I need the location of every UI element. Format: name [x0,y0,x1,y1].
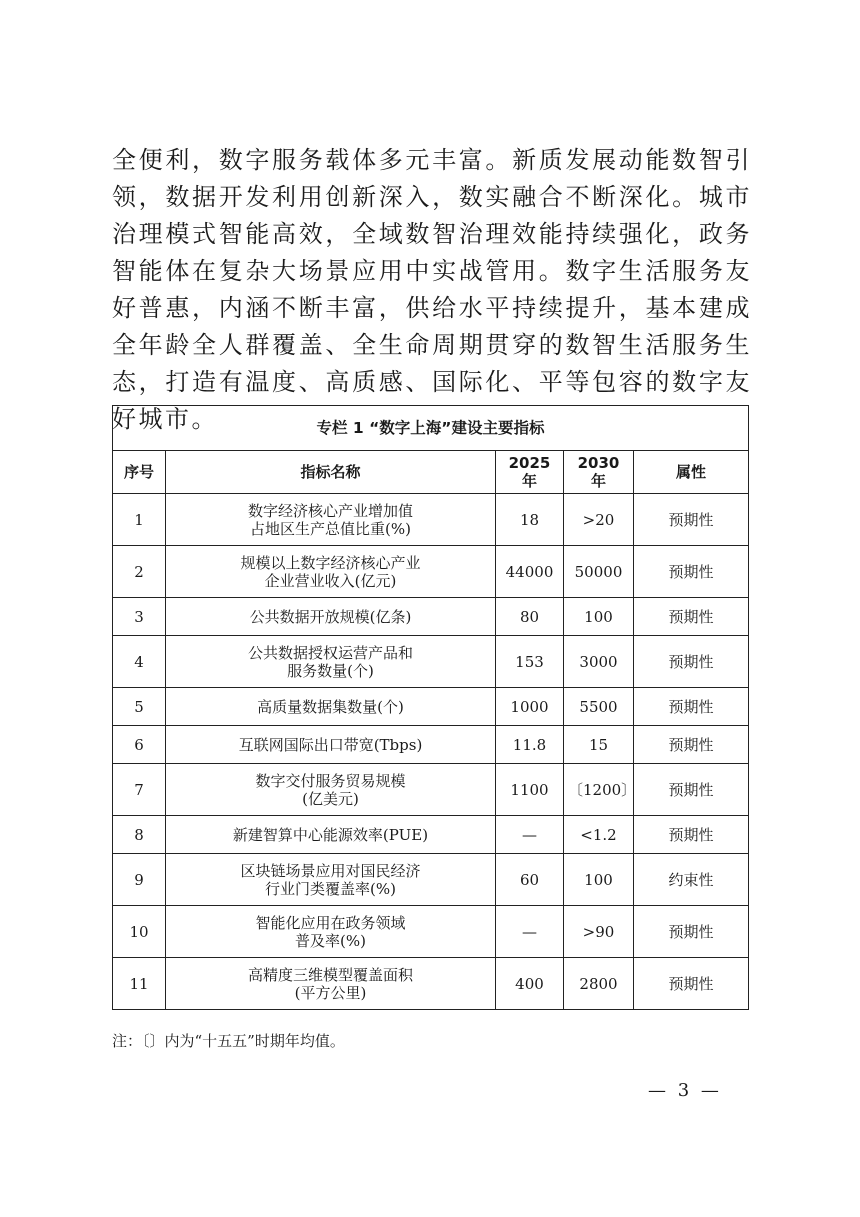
cell-name-line2: 服务数量(个) [287,661,374,680]
cell-name-line1: 规模以上数字经济核心产业 [240,553,421,572]
col-header-name: 指标名称 [166,451,496,494]
cell-attr: 预期性 [634,958,749,1010]
col-header-2025: 2025 年 [496,451,564,494]
cell-attr: 预期性 [634,636,749,688]
cell-name-line2: 行业门类覆盖率(%) [265,879,396,898]
cell-no: 4 [113,636,166,688]
cell-2025: 153 [496,636,564,688]
table-row [113,958,749,1010]
table-row [113,636,749,688]
cell-name [166,688,496,726]
table-row [113,598,749,636]
cell-name [166,764,496,816]
table-row [113,764,749,816]
cell-name-line1: 公共数据授权运营产品和 [247,643,413,662]
table-row [113,494,749,546]
cell-name [166,726,496,764]
cell-no: 7 [113,764,166,816]
cell-2025: 60 [496,854,564,906]
table-footnote: 注：〔〕内为“十五五”时期年均值。 [112,1032,345,1050]
cell-attr: 预期性 [634,816,749,854]
cell-name-line1: 数字交付服务贸易规模 [255,771,406,790]
page-number: — 3 — [648,1080,722,1101]
table-row [113,688,749,726]
cell-name [166,958,496,1010]
cell-2025: — [496,906,564,958]
cell-name [166,546,496,598]
cell-attr: 预期性 [634,598,749,636]
cell-name-line1: 公共数据开放规模(亿条) [249,607,412,626]
cell-2025: — [496,816,564,854]
cell-attr: 预期性 [634,688,749,726]
cell-no: 9 [113,854,166,906]
table-row [113,546,749,598]
cell-no: 5 [113,688,166,726]
col-header-no: 序号 [113,451,166,494]
cell-no: 11 [113,958,166,1010]
cell-2025: 1000 [496,688,564,726]
table-row [113,906,749,958]
cell-name-line2: 普及率(%) [295,931,366,950]
cell-2030: <1.2 [564,816,634,854]
cell-attr: 预期性 [634,764,749,816]
cell-2025: 1100 [496,764,564,816]
cell-name [166,598,496,636]
cell-name [166,636,496,688]
cell-2025: 44000 [496,546,564,598]
cell-attr: 预期性 [634,726,749,764]
cell-name-line2: 企业营业收入(亿元) [264,571,397,590]
cell-2030: >20 [564,494,634,546]
cell-name-line2: (亿美元) [302,789,359,808]
cell-name-line1: 高质量数据集数量(个) [257,697,404,716]
cell-2030: 100 [564,598,634,636]
col-header-2030: 2030 年 [564,451,634,494]
cell-name-line1: 智能化应用在政务领域 [255,913,406,932]
table-row [113,854,749,906]
cell-no: 1 [113,494,166,546]
cell-2030: 5500 [564,688,634,726]
cell-2025: 400 [496,958,564,1010]
cell-2030: 2800 [564,958,634,1010]
cell-2030: 〔1200〕 [564,764,634,816]
cell-no: 2 [113,546,166,598]
body-paragraph-block [112,142,752,438]
cell-2030: 100 [564,854,634,906]
cell-attr: 预期性 [634,494,749,546]
cell-name [166,494,496,546]
cell-2030: 15 [564,726,634,764]
cell-name-line1: 高精度三维模型覆盖面积 [247,965,413,984]
cell-attr: 预期性 [634,546,749,598]
cell-name-line1: 区块链场景应用对国民经济 [240,861,421,880]
cell-2030: 3000 [564,636,634,688]
cell-name [166,854,496,906]
cell-attr: 预期性 [634,906,749,958]
cell-name-line1: 数字经济核心产业增加值 [247,501,413,520]
table-row [113,726,749,764]
table-header-row [113,451,749,494]
table-row [113,816,749,854]
cell-no: 10 [113,906,166,958]
cell-name-line2: 占地区生产总值比重(%) [250,519,411,538]
cell-no: 3 [113,598,166,636]
cell-2025: 80 [496,598,564,636]
indicator-table [112,405,749,1010]
cell-name [166,816,496,854]
table-caption: 专栏 1 “数字上海”建设主要指标 [113,406,749,451]
cell-name-line1: 新建智算中心能源效率(PUE) [232,825,429,844]
cell-no: 6 [113,726,166,764]
cell-attr: 约束性 [634,854,749,906]
cell-2030: >90 [564,906,634,958]
cell-name-line1: 互联网国际出口带宽(Tbps) [238,735,423,754]
body-paragraph: 全便利，数字服务载体多元丰富。新质发展动能数智引领，数据开发利用创新深入，数实融合不断深化。城市治理模式智能高效，全域数智治理效能持续强化，政务智能体在复杂大场景应用中实战管用。数字生活服务友好普惠，内涵不断丰富，供给水平持续提升，基本建成全年龄全人群覆盖、全生命周期贯穿的数智生活服务生态，打造有温度、高质感、国际化、平等包容的数字友好城市。 [112,146,752,433]
cell-2030: 50000 [564,546,634,598]
cell-name [166,906,496,958]
cell-2025: 18 [496,494,564,546]
table-body [113,494,749,1010]
cell-2025: 11.8 [496,726,564,764]
col-header-attr: 属性 [634,451,749,494]
cell-name-line2: (平方公里) [294,983,367,1002]
cell-no: 8 [113,816,166,854]
